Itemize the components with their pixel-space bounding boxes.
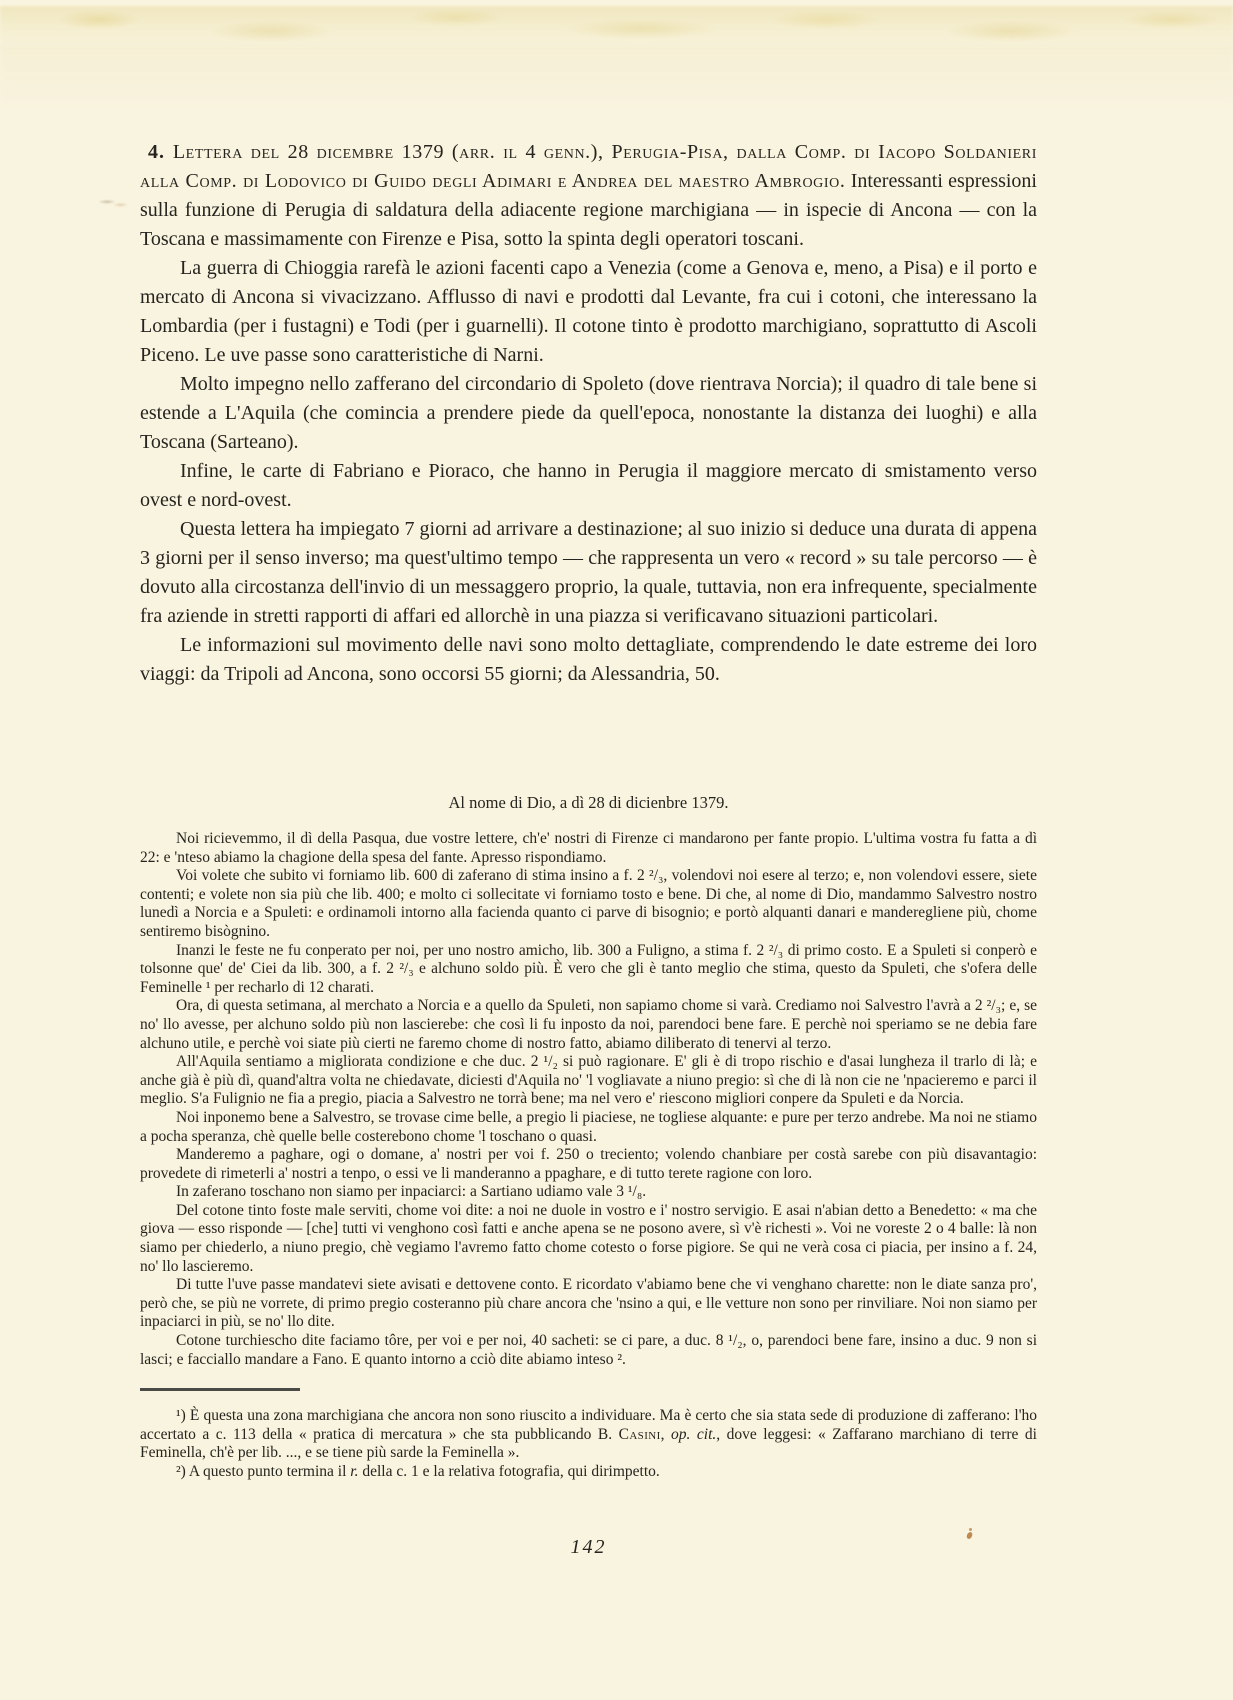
letter-paragraph: Voi volete che subito vi forniamo lib. 600 di zaferano di stima insino a f. 2 ²/₃, volendovi noi esere al terzo; e, non volendovi essere, siete contenti; e volete non sia più che lib. 400; e molto ci sollecitate vi forniamo tosto e bene. Di che, al nome di Dio, mandammo Salvestro nostro lunedì a Norcia e a Spuleti: e ordinamoli intorno alla facienda quanto ci parve di bisognio; e portò alquanti danari e manderegliene più, chome sentiremo bisògnino. — [140, 867, 1037, 940]
pencil-smudge — [98, 197, 128, 209]
scan-edge-fade — [0, 46, 1233, 106]
ink-speck — [966, 1528, 973, 1540]
intro-paragraph: Le informazioni sul movimento delle navi sono molto dettagliate, comprendendo le date estreme dei loro viaggi: da Tripoli ad Ancona, sono occorsi 55 giorni; da Alessandria, 50. — [140, 634, 1037, 685]
entry-heading-rest: Interessanti espressioni sulla funzione di Perugia di saldatura della adiacente regione marchigiana — in ispecie di Ancona — con la Toscana e massimamente con Firenze e Pisa, sotto la spinta degli operatori toscani. — [140, 170, 1037, 250]
footnote-2-text: A questo punto termina il — [188, 1463, 351, 1480]
footnote-2-recto-abbrev: r. — [350, 1463, 359, 1480]
letter-paragraph: Manderemo a paghare, ogi o domane, a' nostri per voi f. 250 o treciento; volendo chanbiare per costà sarebe con più disavantagio: provedete di rimeterli a' nostri a tenpo, o essi ve li manderanno a ppaghare, e di tutto terete ragione con loro. — [140, 1146, 1037, 1182]
footnote-1-text: È questa una zona marchigiana che ancora non sono riuscito a individuare. Ma è certo che sia stata sede di produzione di zafferano: l'ho accertato a c. 113 della « pratica di mercatura » che sta pubblicando B. — [140, 1407, 1037, 1443]
text-block — [140, 138, 1037, 1559]
footnote-1-text-end: , dove leggesi: « Zaffarano marchiano di terre di Feminella, ch'è per lib. ..., e se tiene più sarde la Feminella ». — [140, 1425, 1037, 1462]
letter-paragraph: All'Aquila sentiamo a migliorata condizione e che duc. 2 ¹/₂ si può ragionare. E' gli è di tropo rischio e d'asai lungheza il trarlo di là; e anche già è più dì, quand'altra volta ne chiedavate, diciesti d'Aquila no' 'l vogliavate a niuno pregio: sì che di là non cie ne 'npacieremo e parci il meglio. S'a Fulignio ne fia a pregio, piacia a Salvestro ne torrà bene; ma nel vero e' riescono migliori conpere da Spuleti e da Norcia. — [140, 1053, 1037, 1108]
footnotes — [140, 1407, 1037, 1481]
footnote-1-marker: ¹) — [176, 1407, 190, 1425]
entry-heading-smallcaps: Lettera del 28 dicembre 1379 (arr. il 4 genn.), Perugia-Pisa, dalla Comp. di Iacopo Soldanieri alla Comp. di Lodovico di Guido degli Adimari e Andrea del maestro Ambrogio. — [140, 141, 1037, 192]
entry-number: 4. — [148, 141, 165, 163]
letter-paragraph: Inanzi le feste ne fu conperato per noi, per uno nostro amicho, lib. 300 a Fuligno, a stima f. 2 ²/₃ di primo costo. E a Spuleti si conperò e tolsonne que' de' Ciei da lib. 300, a f. 2 ²/₃ e alchuno soldo più. È vero che gli è tanto meglio che stima, questo da Spuleti, che s'ofera delle Feminelle ¹ per recharlo di 12 charati. — [140, 941, 1037, 996]
intro-paragraph: Questa lettera ha impiegato 7 giorni ad arrivare a destinazione; al suo inizio si deduce una durata di appena 3 giorni per il senso inverso; ma quest'ultimo tempo — che rappresenta un vero « record » su tale percorso — è dovuto alla circostanza dell'invio di un messaggero proprio, la quale, tuttavia, non era infrequente, specialmente fra aziende in stretti rapporti di affari ed allorchè in una piazza si verificavano situazioni particolari. — [140, 518, 1037, 627]
intro-paragraph: La guerra di Chioggia rarefà le azioni facenti capo a Venezia (come a Genova e, meno, a Pisa) e il porto e mercato di Ancona si vivacizzano. Afflusso di navi e prodotti dal Levante, fra cui i cotoni, che interessano la Lombardia (per i fustagni) e Todi (per i guarnelli). Il cotone tinto è prodotto marchigiano, soprattutto di Ascoli Piceno. Le uve passe sono caratteristiche di Narni. — [140, 257, 1037, 366]
letter-transcription — [140, 830, 1037, 1369]
footnote-1-comma: , — [660, 1425, 672, 1443]
letter-paragraph: Ora, di questa setimana, al merchato a Norcia e a quello da Spuleti, non sapiamo chome si varà. Crediamo noi Salvestro l'avrà a 2 ²/₃; e, se no' llo avesse, per alchuno soldo più non lascierebe: che così li fu inposto da noi, parendoci bene fare. E perchè noi speriamo se ne debia fare alchuno utile, e perchè voi siate più cierti ne faremo chome di nostro fatto, abiamo diliberato di tenervi al terzo. — [140, 997, 1037, 1052]
intro-paragraph: Molto impegno nello zafferano del circondario di Spoleto (dove rientrava Norcia); il quadro di tale bene si estende a L'Aquila (che comincia a prendere piede da quell'epoca, nonostante la distanza dei luoghi) e alla Toscana (Sarteano). — [140, 373, 1037, 453]
letter-paragraph: Noi ricievemmo, il dì della Pasqua, due vostre lettere, ch'e' nostri di Firenze ci mandarono per fante propio. L'ultima vostra fu fatta a dì 22: e 'nteso abiamo la chagione della spesa del fante. Apresso rispondiamo. — [140, 830, 1037, 866]
letter-paragraph: Del cotone tinto foste male serviti, chome voi dite: a noi ne duole in vostro e i' nostro servigio. E asai n'abian detto a Benedetto: « ma che giova — esso risponde — [che] tutti vi venghono così fatti e anche apena se ne posono avere, sì v'è richesti ». Voi ne voreste 2 o 4 balle: là non siamo per chiederlo, a niuno pregio, chè vegiamo l'avremo fatto chome cotesto o forse pigiore. Se qui ne verà cosa ci piacia, per insino a f. 24, no' llo lascieremo. — [140, 1201, 1037, 1275]
footnote-1-opcit: op. cit. — [671, 1425, 717, 1443]
page-number: 142 — [570, 1535, 607, 1558]
letter-paragraph: Cotone turchiescho dite faciamo tôre, per voi e per noi, 40 sacheti: se ci pare, a duc. 8 ¹/₂, o, parendoci bene fare, insino a duc. 9 non si lasci; e facciallo mandare a Fano. E quanto intorno a cciò dite abiamo inteso ². — [140, 1332, 1037, 1368]
entry-heading — [140, 138, 1037, 254]
footnote-separator-rule — [140, 1388, 300, 1391]
entry-commentary — [140, 138, 1037, 689]
footnote-2 — [140, 1463, 1037, 1482]
footnote-2-text-end: della c. 1 e la relativa fotografia, qui dirimpetto. — [358, 1463, 660, 1480]
letter-paragraph: Noi inponemo bene a Salvestro, se trovase cime belle, a pregio li piaciese, ne togliese alquante: e pure per terzo andrebe. Ma noi ne stiamo a pocha speranza, chè quelle belle costerebono chome 'l toschano o quasi. — [140, 1108, 1037, 1145]
footnote-1-author-name: Casini — [618, 1425, 661, 1443]
letter-paragraph: In zaferano toschano non siamo per inpaciarci: a Sartiano udiamo vale 3 ¹/₈. — [176, 1183, 647, 1201]
intro-paragraph: Infine, le carte di Fabriano e Pioraco, che hanno in Perugia il maggiore mercato di smistamento verso ovest e nord-ovest. — [140, 460, 1037, 511]
letter-salutation: Al nome di Dio, a dì 28 di dicienbre 1379. — [448, 793, 729, 812]
footnote-1 — [140, 1407, 1037, 1463]
footnote-2-marker: ²) — [176, 1463, 189, 1480]
letter-paragraph: Di tutte l'uve passe mandatevi siete avisati e dettovene conto. E ricordato v'abiamo bene che vi venghano charette: non le diate sanza pro', però che, se più ne vorrete, di primo pregio costeranno più chare ancora che 'nsino a qui, e lle vetture non sono per rinviliare. Noi non siamo per inpaciarci in più, se no' llo dite. — [140, 1276, 1037, 1331]
